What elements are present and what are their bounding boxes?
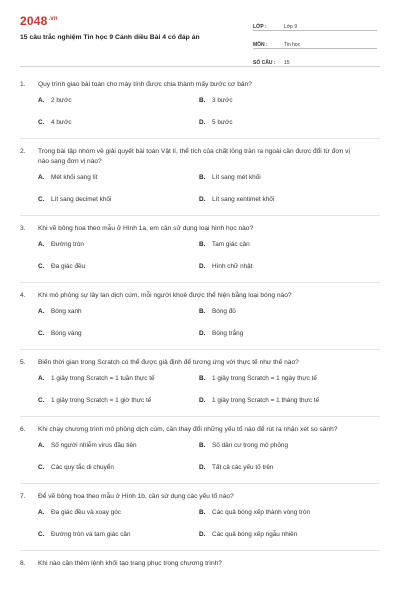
page-title: 15 câu trắc nghiệm Tin học 9 Cánh diều Bài 4 có đáp án xyxy=(20,34,200,41)
answer-option[interactable] xyxy=(38,390,199,412)
question-item xyxy=(20,417,380,484)
meta-label: MÔN : xyxy=(253,42,268,48)
option-text: Đa giác đều xyxy=(51,263,86,270)
question-header xyxy=(20,222,360,234)
option-text: Các quả bóng xếp ngẫu nhiên xyxy=(212,531,298,538)
option-letter: A. xyxy=(38,509,45,516)
logo-text: 2048 xyxy=(20,14,48,28)
answer-option[interactable] xyxy=(199,368,360,390)
option-letter: D. xyxy=(199,531,206,538)
option-letter: D. xyxy=(199,397,206,404)
question-item xyxy=(20,216,380,283)
answer-option[interactable] xyxy=(199,301,360,323)
question-item xyxy=(20,283,380,350)
option-letter: C. xyxy=(38,464,45,471)
option-letter: C. xyxy=(38,397,45,404)
answer-option[interactable] xyxy=(38,256,199,278)
answer-options xyxy=(20,435,360,479)
option-text: Số dân cư trong mô phỏng xyxy=(212,442,289,449)
answer-option[interactable] xyxy=(199,502,360,524)
question-item xyxy=(20,484,380,551)
answer-option[interactable] xyxy=(38,112,199,134)
option-letter: C. xyxy=(38,330,45,337)
option-text: Hình chữ nhật xyxy=(212,263,253,270)
answer-option[interactable] xyxy=(199,457,360,479)
option-text: Lít sang mét khối xyxy=(212,174,261,181)
question-header xyxy=(20,356,360,368)
answer-options xyxy=(20,301,360,345)
answer-option[interactable] xyxy=(199,390,360,412)
option-text: Tất cả các yếu tố trên xyxy=(212,464,274,471)
option-letter: D. xyxy=(199,196,206,203)
meta-value: 15 xyxy=(284,60,290,66)
option-letter: A. xyxy=(38,174,45,181)
divider xyxy=(20,66,380,67)
answer-option[interactable] xyxy=(199,90,360,112)
option-text: Tam giác cân xyxy=(212,241,250,248)
answer-option[interactable] xyxy=(199,112,360,134)
option-letter: D. xyxy=(199,263,206,270)
site-logo[interactable] xyxy=(20,14,58,28)
option-text: Đường tròn và tam giác cân xyxy=(51,531,131,538)
option-text: 4 bước xyxy=(51,119,72,126)
question-list xyxy=(0,78,400,569)
answer-option[interactable] xyxy=(199,234,360,256)
question-number: 6. xyxy=(20,426,26,433)
meta-row xyxy=(253,15,377,31)
question-item xyxy=(20,78,380,139)
answer-option[interactable] xyxy=(38,502,199,524)
answer-option[interactable] xyxy=(38,435,199,457)
option-text: 5 bước xyxy=(212,119,233,126)
question-text: Khi mô phỏng sự lây lan dịch cúm, mỗi người khoẻ được thể hiện bằng loại bóng nào? xyxy=(38,292,292,299)
option-text: Mét khối sang lít xyxy=(51,174,98,181)
option-text: 1 giây trong Scratch = 1 ngày thực tế xyxy=(212,375,317,382)
question-number: 1. xyxy=(20,81,26,88)
question-text: Trong bài tập nhóm về giải quyết bài toán Vật lí, thể tích của chất lỏng tràn ra ngoài cần được đổi từ đơn vị nào sang đơn vị nào? xyxy=(38,148,350,165)
option-text: Số người nhiễm virus đầu tiên xyxy=(51,442,137,449)
answer-option[interactable] xyxy=(38,189,199,211)
question-number: 5. xyxy=(20,359,26,366)
option-text: Lít sang decimet khối xyxy=(51,196,112,203)
option-text: 1 giây trong Scratch = 1 tháng thực tế xyxy=(212,397,320,404)
option-letter: A. xyxy=(38,375,45,382)
option-letter: B. xyxy=(199,308,206,315)
question-header xyxy=(20,423,360,435)
option-letter: A. xyxy=(38,241,45,248)
question-text: Khi chạy chương trình mô phỏng dịch cúm, cần thay đổi những yếu tố nào để rút ra nhận xét so sánh? xyxy=(38,426,338,433)
option-letter: C. xyxy=(38,531,45,538)
option-letter: B. xyxy=(199,97,206,104)
option-text: 3 bước xyxy=(212,97,233,104)
question-header xyxy=(20,490,360,502)
option-letter: B. xyxy=(199,509,206,516)
option-text: Đường tròn xyxy=(51,241,84,248)
question-text: Quy trình giao bài toán cho máy tính được chia thành mấy bước cơ bản? xyxy=(38,81,252,88)
option-letter: D. xyxy=(199,330,206,337)
option-letter: D. xyxy=(199,119,206,126)
answer-option[interactable] xyxy=(199,167,360,189)
option-letter: A. xyxy=(38,97,45,104)
answer-option[interactable] xyxy=(199,189,360,211)
question-number: 4. xyxy=(20,292,26,299)
answer-options xyxy=(20,90,360,134)
meta-value: Lớp 9 xyxy=(284,24,298,30)
meta-row xyxy=(253,33,377,49)
option-letter: C. xyxy=(38,263,45,270)
answer-option[interactable] xyxy=(199,524,360,546)
option-text: Đa giác đều và xoay góc xyxy=(51,509,121,516)
option-text: Bóng đỏ xyxy=(212,308,236,315)
option-text: Bóng trắng xyxy=(212,330,244,337)
option-letter: B. xyxy=(199,442,206,449)
question-header xyxy=(20,78,360,90)
option-letter: B. xyxy=(199,375,206,382)
answer-options xyxy=(20,368,360,412)
meta-info xyxy=(253,15,377,69)
meta-row xyxy=(253,51,377,67)
option-text: Các quy tắc di chuyển xyxy=(51,464,114,471)
answer-options xyxy=(20,234,360,278)
option-letter: D. xyxy=(199,464,206,471)
question-text: Khi nào cần thêm lệnh khối tạo trang phục trong chương trình? xyxy=(38,560,222,567)
meta-label: SỐ CÂU : xyxy=(253,60,276,66)
answer-option[interactable] xyxy=(38,457,199,479)
question-item xyxy=(20,350,380,417)
option-text: 2 bước xyxy=(51,97,72,104)
question-item xyxy=(20,551,380,569)
question-number: 8. xyxy=(20,560,26,567)
question-number: 7. xyxy=(20,493,26,500)
question-number: 2. xyxy=(20,148,26,155)
question-header xyxy=(20,145,360,167)
answer-option[interactable] xyxy=(38,524,199,546)
question-text: Để vẽ bông hoa theo mẫu ở Hình 1b, cần sử dụng các yếu tố nào? xyxy=(38,493,234,500)
option-letter: C. xyxy=(38,119,45,126)
answer-options xyxy=(20,167,360,211)
option-letter: B. xyxy=(199,241,206,248)
question-number: 3. xyxy=(20,225,26,232)
question-header xyxy=(20,557,360,569)
answer-option[interactable] xyxy=(38,323,199,345)
option-text: 1 giây trong Scratch = 1 tuần thực tế xyxy=(51,375,155,382)
answer-option[interactable] xyxy=(38,167,199,189)
meta-value: Tin học xyxy=(284,42,301,48)
question-header xyxy=(20,289,360,301)
option-letter: B. xyxy=(199,174,206,181)
question-text: Biến thời gian trong Scratch có thể được giả định để tương ứng với thực tế như thế nào? xyxy=(38,359,299,366)
option-letter: A. xyxy=(38,308,45,315)
meta-label: LỚP : xyxy=(253,24,267,30)
answer-option[interactable] xyxy=(38,301,199,323)
answer-option[interactable] xyxy=(38,368,199,390)
option-letter: C. xyxy=(38,196,45,203)
option-letter: A. xyxy=(38,442,45,449)
question-text: Khi vẽ bông hoa theo mẫu ở Hình 1a, em cần sử dụng loại hình học nào? xyxy=(38,225,254,232)
answer-option[interactable] xyxy=(199,256,360,278)
answer-option[interactable] xyxy=(38,90,199,112)
option-text: Lít sang xentimet khối xyxy=(212,196,275,203)
header xyxy=(0,0,400,66)
option-text: Các quả bóng xếp thành vòng tròn xyxy=(212,509,311,516)
answer-options xyxy=(20,502,360,546)
option-text: Bóng xanh xyxy=(51,308,82,315)
logo-suffix: .vn xyxy=(48,16,58,22)
option-text: Bóng vàng xyxy=(51,330,82,337)
option-text: 1 giây trong Scratch = 1 giờ thực tế xyxy=(51,397,152,404)
answer-option[interactable] xyxy=(38,234,199,256)
answer-option[interactable] xyxy=(199,323,360,345)
question-item xyxy=(20,139,380,216)
answer-option[interactable] xyxy=(199,435,360,457)
